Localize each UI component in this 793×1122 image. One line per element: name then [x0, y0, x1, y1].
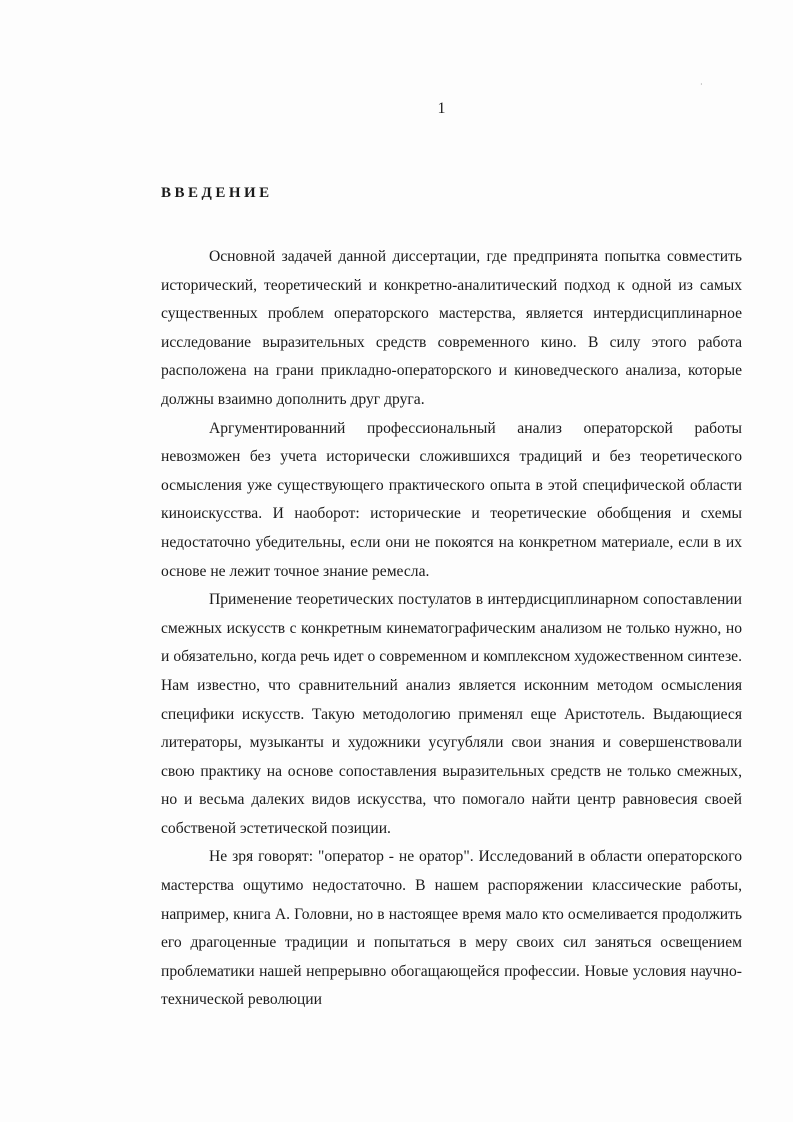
paragraph: Применение теоретических постулатов в интердисциплинарном сопоставлении смежных искусств с конкретным кинематографическим анализом не только нужно, но и обязательно, когда речь идет о современном и комплексном художественном синтезе. Нам известно, что сравнительний анализ является исконним методом осмысления специфики искусств. Такую методологию применял еще Аристотель. Выдающиеся литераторы, музыканты и художники усугубляли свои знания и совершенствовали свою практику на основе сопоставления выразительных средств не только смежных, но и весьма далеких видов искусства, что помогало найти центр равновесия своей собственой эстетической позиции.: [161, 591, 742, 837]
section-heading: ВВЕДЕНИЕ: [161, 185, 273, 201]
paragraph: Основной задачей данной диссертации, где предпринята попытка совместить исторический, теоретический и конкретно-аналитический подход к одной из самых существенных проблем операторского мастерства, является интердисциплинарное исследование выразительных средств современного кино. В силу этого работа расположена на грани прикладно-операторского и киноведческого анализа, которые должны взаимно дополнить друг друга.: [161, 248, 742, 408]
page-number: 1: [437, 100, 446, 117]
paragraph: Аргументированний профессиональный анализ операторской работы невозможен без учета исторически сложившихся традиций и без теоретического осмысления уже существующего практического опыта в этой специфической области киноискусства. И наоборот: исторические и теоретические обобщения и схемы недостаточно убедительны, если они не покоятся на конкретном материале, если в их основе не лежит точное знание ремесла.: [161, 419, 742, 580]
paragraph: Не зря говорят: "оператор - не оратор". Исследований в области операторского мастерства ощутимо недостаточно. В нашем распоряжении классические работы, например, книга А. Головни, но в настоящее время мало кто осмеливается продолжить его драгоценные традиции и попытаться в меру своих сил заняться освещением проблематики нашей непрерывно обогащающейся профессии. Новые условия научно-технической революции: [161, 848, 742, 1009]
body-text: [161, 243, 742, 1015]
scan-speck: ·: [700, 80, 703, 89]
